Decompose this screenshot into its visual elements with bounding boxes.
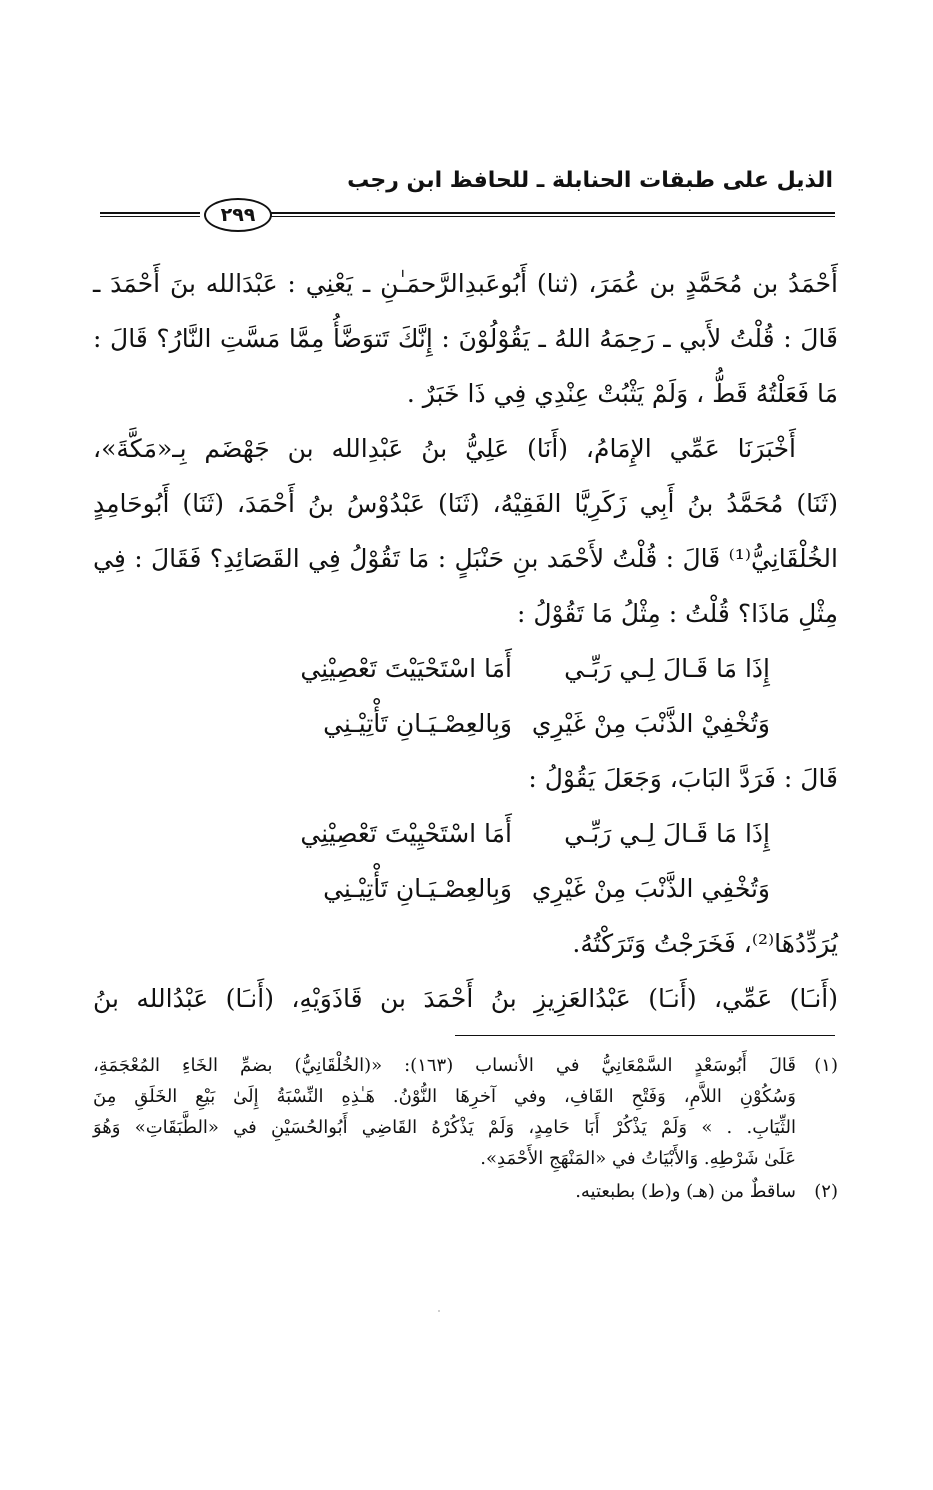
text-line: أَحْمَدُ بن مُحَمَّدٍ بن عُمَرَ، (ثنا) أَبُوعَبدِالرَّحمَـٰنِ ـ يَعْنِي : عَبْدَالله بنَ أَحْمَدَ ـ xyxy=(93,269,838,298)
verse-line xyxy=(93,861,838,916)
verse-second-hemistich: وَبِالعِصْـيَـانِ تَأْتِيْـنِي xyxy=(323,709,512,738)
footnote-number: (١) xyxy=(814,1055,838,1076)
footnote-line: وَسُكُوْنِ اللاَّمِ، وَفَتْحِ القَافِ، وفي آخرِهَا النُّوْنُ. هَـٰذِهِ النِّسْبَةُ إِلَىٰ بَيْعِ الخَلَقِ مِنَ xyxy=(93,1086,796,1107)
footnote-body xyxy=(93,1176,796,1207)
scan-speck xyxy=(438,1310,440,1312)
text-line: (ثَنَا) مُحَمَّدُ بنُ أَبِي زَكَرِيَّا الفَقِيْهُ، (ثَنَا) عَبْدُوْسُ بنُ أَحْمَدَ، (ثَنَا) أَبُوحَامِدٍ xyxy=(93,489,838,518)
text-line: أَخْبَرَنَا عَمِّي الإِمَامُ، (أَنَا) عَلِيُّ بنُ عَبْدِالله بن جَهْضَم بِـ«مَكَّةَ»، xyxy=(93,434,796,463)
main-text xyxy=(93,256,838,1026)
text-line: قَالَ : قُلْتُ لأَبي ـ رَحِمَهُ اللهُ ـ يَقُوْلُوْنَ : إِنَّكَ تَتوَضَّأُ مِمَّا مَسَّتِ النَّارُ؟ قَالَ : xyxy=(93,324,838,353)
text-line: مِثْلِ مَاذَا؟ قُلْتُ : مِثْلُ مَا تَقُوْلُ : xyxy=(516,599,838,628)
verse-first-hemistich: إِذَا مَا قَـالَ لِـي رَبِّـي xyxy=(564,819,770,848)
verse-first-hemistich: إِذَا مَا قَـالَ لِـي رَبِّـي xyxy=(564,654,770,683)
verse-line xyxy=(93,806,838,861)
verse-second-hemistich: أَمَا اسْتَحْيَيْتَ تَعْصِيْنِي xyxy=(300,654,512,683)
footnote-body xyxy=(93,1050,796,1174)
footnote-line: عَلَىٰ شَرْطِهِ. وَالأَبْيَاتُ في «المَنْهَجِ الأَحْمَدِ». xyxy=(480,1148,796,1169)
footnote-line: الثِّيَابِ. . » وَلَمْ يَذْكُرْ أَبَا حَامِدٍ، وَلَمْ يَذْكُرْهُ القَاضِي أَبُوالحُسَيْنِ في «الطَّبَقَاتِ» وَهُوَ xyxy=(93,1117,796,1138)
verse-second-hemistich: أَمَا اسْتَحْيِيْتَ تَعْصِيْنِي xyxy=(300,819,512,848)
footnote xyxy=(93,1050,838,1174)
verse-line xyxy=(93,696,838,751)
footnote-number: (٢) xyxy=(814,1181,838,1202)
header-rule-right xyxy=(270,212,835,217)
footnote-separator xyxy=(455,1035,835,1036)
text-line: مَا فَعَلْتُهُ قَطُّ ، وَلَمْ يَثْبُتْ عِنْدِي فِي ذَا خَبَرٌ . xyxy=(406,379,838,408)
text-line: يُرَدِّدُهَا⁽²⁾، فَخَرَجْتُ وَتَرَكْتُهُ. xyxy=(572,929,838,958)
verse-first-hemistich: وَتُخْفِيْ الذَّنْبَ مِنْ غَيْرِي xyxy=(531,709,770,738)
text-line: (أَنـَا) عَمِّي، (أَنـَا) عَبْدُالعَزِيزِ بنُ أَحْمَدَ بن قَاذَوَيْهِ، (أَنـَا) عَبْدُالله بنُ xyxy=(93,984,838,1013)
header-rule xyxy=(100,198,835,232)
text-line: قَالَ : فَرَدَّ البَابَ، وَجَعَلَ يَقُوْلُ : xyxy=(528,764,838,793)
text-line: الخُلْقَانِيُّ⁽¹⁾ قَالَ : قُلْتُ لأَحْمَد بنِ حَنْبَلٍ : مَا تَقُوْلُ فِي القَصَائِدِ؟ فَقَالَ : فِي xyxy=(93,544,838,573)
verse-second-hemistich: وَبِالعِصْـيَـانِ تَأْتِيْـنِي xyxy=(323,874,512,903)
footnotes xyxy=(93,1050,838,1207)
footnote-line: ساقطٌ من (هـ) و(ط) بطبعتيه. xyxy=(575,1181,796,1202)
verse-line xyxy=(93,641,838,696)
footnote xyxy=(93,1176,838,1207)
header-rule-left xyxy=(100,212,200,217)
footnote-line: قَالَ أَبُوسَعْدٍ السَّمْعَانِيُّ في الأنساب (١٦٣): «(الخُلْقَانِيُّ) بضمِّ الخَاءِ المُعْجَمَةِ، xyxy=(93,1055,796,1076)
running-header: الذيل على طبقات الحنابلة ـ للحافظ ابن رجب xyxy=(347,168,833,193)
page-number: ٢٩٩ xyxy=(204,198,272,232)
verse-first-hemistich: وَتُخْفِي الذَّنْبَ مِنْ غَيْرِي xyxy=(531,874,770,903)
